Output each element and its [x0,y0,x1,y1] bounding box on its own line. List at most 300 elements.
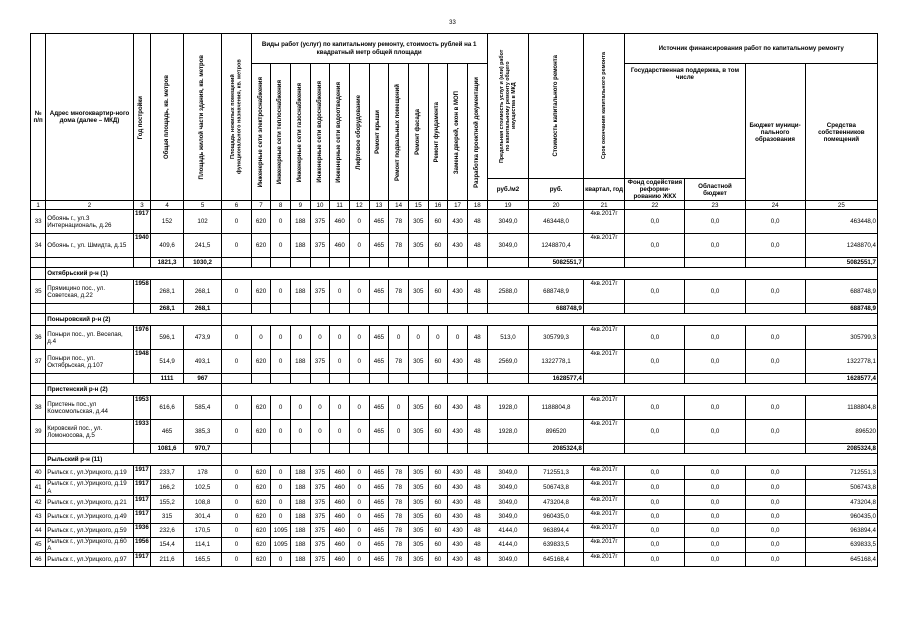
row-work-cost: 188 [290,523,310,537]
row-work-cost: 430 [448,552,468,566]
table-row [31,210,878,234]
row-living-area: 102 [183,210,221,234]
row-work-cost: 430 [448,537,468,552]
row-work-cost: 60 [428,537,448,552]
row-total-area: 154,4 [151,537,184,552]
empty-cell [745,258,805,268]
row-work-cost: 305 [408,509,428,523]
row-work-cost: 465 [369,326,389,350]
row-work-cost: 0 [349,420,369,444]
row-work-cost: 375 [310,552,330,566]
empty-cell [46,444,133,454]
row-limit-cost: 3049,0 [487,480,529,495]
row-work-cost: 430 [448,466,468,480]
row-address: Кировский пос., ул. Ломоносова, д.5 [46,420,133,444]
empty-cell [222,454,878,466]
empty-cell [290,258,310,268]
row-work-cost: 465 [369,480,389,495]
row-work-cost: 0 [271,280,291,304]
row-deadline: 4кв.2017г [583,466,625,480]
empty-cell [487,258,529,268]
row-work-cost: 0 [271,234,291,258]
empty-cell [583,374,625,384]
row-work-cost: 620 [251,396,271,420]
row-fund: 0,0 [625,396,685,420]
row-work-cost: 60 [428,420,448,444]
row-work-cost: 0 [251,326,271,350]
row-nonliving-area: 0 [222,210,252,234]
row-work-cost: 465 [369,509,389,523]
subtotal-total-area: 1821,3 [151,258,184,268]
row-number: 34 [31,234,46,258]
row-work-cost: 430 [448,396,468,420]
row-number: 37 [31,350,46,374]
empty-cell [133,444,150,454]
row-work-cost: 60 [428,509,448,523]
row-fund: 0,0 [625,480,685,495]
row-number: 43 [31,509,46,523]
column-number: 9 [290,201,310,210]
row-address: Прямицино пос., ул. Советская, д.22 [46,280,133,304]
row-repair-cost: 688748,9 [529,280,584,304]
row-municipal: 0,0 [745,234,805,258]
header-work-type: Лифтовое оборудование [355,94,362,170]
row-work-cost: 305 [408,420,428,444]
row-work-cost: 0 [349,280,369,304]
row-limit-cost: 3049,0 [487,466,529,480]
row-work-cost: 60 [428,210,448,234]
row-total-area: 232,6 [151,523,184,537]
subtotal-row [31,304,878,314]
row-deadline: 4кв.2017г [583,234,625,258]
row-work-cost: 305 [408,234,428,258]
empty-cell [487,374,529,384]
row-work-cost: 460 [330,234,350,258]
empty-cell [389,444,409,454]
row-deadline: 4кв.2017г [583,537,625,552]
column-number: 1 [31,201,46,210]
table-row [31,280,878,304]
row-owners: 1188804,8 [805,396,877,420]
row-living-area: 165,5 [183,552,221,566]
row-living-area: 114,1 [183,537,221,552]
column-number: 21 [583,201,625,210]
row-work-cost: 430 [448,509,468,523]
empty-cell [467,304,487,314]
empty-cell [408,444,428,454]
row-work-cost: 0 [290,326,310,350]
empty-cell [583,258,625,268]
table-row [31,234,878,258]
row-work-cost: 430 [448,495,468,509]
row-limit-cost: 2569,0 [487,350,529,374]
row-work-cost: 305 [408,552,428,566]
row-nonliving-area: 0 [222,234,252,258]
empty-cell [583,444,625,454]
row-work-cost: 465 [369,396,389,420]
row-address: Рыльск г., ул.Урицкого, д.49 [46,509,133,523]
row-limit-cost: 513,0 [487,326,529,350]
row-work-cost: 0 [349,509,369,523]
empty-cell [685,304,745,314]
row-repair-cost: 963894,4 [529,523,584,537]
row-total-area: 152 [151,210,184,234]
column-number: 11 [330,201,350,210]
row-work-cost: 430 [448,420,468,444]
row-work-cost: 188 [290,466,310,480]
empty-cell [625,258,685,268]
row-work-cost: 460 [330,495,350,509]
column-number: 8 [271,201,291,210]
empty-cell [408,304,428,314]
column-number: 18 [467,201,487,210]
empty-cell [271,258,291,268]
row-work-cost: 48 [467,537,487,552]
row-work-cost: 375 [310,509,330,523]
row-living-area: 473,9 [183,326,221,350]
row-work-cost: 305 [408,523,428,537]
header-num: № п/п [31,34,46,201]
row-limit-cost: 3049,0 [487,495,529,509]
empty-cell [290,374,310,384]
row-nonliving-area: 0 [222,396,252,420]
row-owners: 645168,4 [805,552,877,566]
empty-cell [31,384,46,396]
row-fund: 0,0 [625,280,685,304]
empty-cell [369,444,389,454]
row-work-cost: 0 [271,552,291,566]
row-work-cost: 460 [330,552,350,566]
empty-cell [310,304,330,314]
row-address: Рыльск г., ул.Урицкого, д.59 [46,523,133,537]
empty-cell [31,374,46,384]
row-year: 1953 [133,396,150,420]
empty-cell [389,258,409,268]
row-work-cost: 305 [408,480,428,495]
header-living-area: Площадь жилой части здания, кв. метров [199,54,206,180]
row-nonliving-area: 0 [222,552,252,566]
row-owners: 639833,5 [805,537,877,552]
table-row [31,523,878,537]
empty-cell [467,258,487,268]
row-work-cost: 60 [428,523,448,537]
row-limit-cost: 4144,0 [487,537,529,552]
row-work-cost: 188 [290,210,310,234]
row-work-cost: 0 [330,350,350,374]
row-work-cost: 0 [271,396,291,420]
empty-cell [31,314,46,326]
header-deadline: Срок окончания капитального ремонта [600,52,607,160]
row-total-area: 465 [151,420,184,444]
row-deadline: 4кв.2017г [583,396,625,420]
row-work-cost: 78 [389,537,409,552]
row-work-cost: 0 [349,234,369,258]
row-work-cost: 620 [251,509,271,523]
row-nonliving-area: 0 [222,480,252,495]
empty-cell [46,304,133,314]
row-year: 1936 [133,523,150,537]
row-work-cost: 305 [408,350,428,374]
row-municipal: 0,0 [745,537,805,552]
empty-cell [349,304,369,314]
row-number: 46 [31,552,46,566]
row-municipal: 0,0 [745,509,805,523]
header-work-type: Разработка проектной документации [473,76,480,188]
row-limit-cost: 3049,0 [487,210,529,234]
row-work-cost: 620 [251,552,271,566]
table-row [31,537,878,552]
row-year: 1917 [133,552,150,566]
empty-cell [625,444,685,454]
district-row [31,384,878,396]
row-year: 1948 [133,350,150,374]
row-repair-cost: 639833,5 [529,537,584,552]
header-work-type: Инженерные сети водоотведения [336,81,343,183]
row-limit-cost: 1928,0 [487,396,529,420]
row-work-cost: 48 [467,396,487,420]
header-work-type: Ремонт фундамента [434,102,441,163]
row-repair-cost: 1248870,4 [529,234,584,258]
empty-cell [428,304,448,314]
row-living-area: 241,5 [183,234,221,258]
empty-cell [222,268,878,280]
header-unit-quarter: квартал, год [583,179,625,201]
row-work-cost: 0 [330,280,350,304]
row-owners: 896520 [805,420,877,444]
row-nonliving-area: 0 [222,326,252,350]
row-work-cost: 188 [290,509,310,523]
row-work-cost: 78 [389,509,409,523]
district-row [31,454,878,466]
row-municipal: 0,0 [745,552,805,566]
row-work-cost: 465 [369,210,389,234]
empty-cell [133,258,150,268]
empty-cell [625,304,685,314]
header-state-support: Государственная поддержка, в том числе [625,64,745,179]
row-year: 1917 [133,495,150,509]
row-work-cost: 60 [428,234,448,258]
row-work-cost: 60 [428,396,448,420]
row-work-cost: 78 [389,234,409,258]
subtotal-repair-cost: 5082551,7 [529,258,584,268]
row-work-cost: 48 [467,523,487,537]
row-nonliving-area: 0 [222,350,252,374]
row-work-cost: 0 [408,326,428,350]
empty-cell [389,304,409,314]
table-row [31,350,878,374]
row-number: 42 [31,495,46,509]
row-address: Поныри пос., ул. Октябрьская, д.107 [46,350,133,374]
row-regional: 0,0 [685,280,745,304]
row-work-cost: 188 [290,280,310,304]
table-row [31,466,878,480]
row-year: 1976 [133,326,150,350]
row-nonliving-area: 0 [222,420,252,444]
row-work-cost: 305 [408,210,428,234]
row-work-cost: 60 [428,280,448,304]
header-work-type: Замена дверей, окон в МОП [454,90,461,174]
row-work-cost: 465 [369,350,389,374]
row-year: 1940 [133,234,150,258]
row-year: 1917 [133,509,150,523]
empty-cell [133,374,150,384]
row-work-cost: 60 [428,350,448,374]
column-number: 19 [487,201,529,210]
row-total-area: 211,6 [151,552,184,566]
column-number: 2 [46,201,133,210]
empty-cell [583,304,625,314]
row-work-cost: 78 [389,280,409,304]
row-work-cost: 0 [349,552,369,566]
row-deadline: 4кв.2017г [583,495,625,509]
row-owners: 506743,8 [805,480,877,495]
row-work-cost: 48 [467,234,487,258]
row-regional: 0,0 [685,326,745,350]
row-work-cost: 305 [408,537,428,552]
row-regional: 0,0 [685,495,745,509]
row-repair-cost: 712551,3 [529,466,584,480]
header-work-type: Ремонт фасада [414,109,421,156]
empty-cell [745,304,805,314]
row-work-cost: 188 [290,480,310,495]
row-work-cost: 78 [389,480,409,495]
row-owners: 473204,8 [805,495,877,509]
row-work-cost: 0 [330,326,350,350]
row-work-cost: 0 [330,396,350,420]
header-unit-rub-m2: руб./м2 [487,179,529,201]
row-work-cost: 0 [428,326,448,350]
column-number: 12 [349,201,369,210]
row-number: 45 [31,537,46,552]
row-work-cost: 60 [428,552,448,566]
row-deadline: 4кв.2017г [583,280,625,304]
row-municipal: 0,0 [745,480,805,495]
row-work-cost: 60 [428,466,448,480]
row-number: 44 [31,523,46,537]
empty-cell [408,374,428,384]
empty-cell [448,444,468,454]
subtotal-living-area: 970,7 [183,444,221,454]
row-work-cost: 0 [330,420,350,444]
row-address: Рыльск г., ул.Урицкого, д.60 А [46,537,133,552]
row-work-cost: 620 [251,350,271,374]
row-nonliving-area: 0 [222,466,252,480]
empty-cell [330,258,350,268]
row-nonliving-area: 0 [222,523,252,537]
row-work-cost: 60 [428,480,448,495]
subtotal-total-area: 1081,6 [151,444,184,454]
row-municipal: 0,0 [745,420,805,444]
row-work-cost: 0 [349,326,369,350]
row-address: Рыльск г., ул.Урицкого, д.19 А [46,480,133,495]
empty-cell [369,374,389,384]
subtotal-row [31,374,878,384]
row-work-cost: 0 [349,537,369,552]
row-nonliving-area: 0 [222,280,252,304]
row-deadline: 4кв.2017г [583,420,625,444]
row-owners: 963894,4 [805,523,877,537]
row-work-cost: 620 [251,480,271,495]
row-fund: 0,0 [625,420,685,444]
row-limit-cost: 3049,0 [487,234,529,258]
header-municipal: Бюджет муници-пального образования [745,64,805,201]
row-owners: 1248870,4 [805,234,877,258]
empty-cell [46,258,133,268]
page-number: 33 [449,20,456,26]
row-work-cost: 0 [349,523,369,537]
row-work-cost: 460 [330,210,350,234]
row-address: Рыльск г., ул.Урицкого, д.19 [46,466,133,480]
column-number: 7 [251,201,271,210]
empty-cell [133,304,150,314]
row-number: 38 [31,396,46,420]
district-label: Пристенский р-н (2) [46,384,222,396]
row-total-area: 166,2 [151,480,184,495]
table-row [31,326,878,350]
column-number: 14 [389,201,409,210]
subtotal-total-area: 1111 [151,374,184,384]
row-work-cost: 375 [310,280,330,304]
row-work-cost: 375 [310,523,330,537]
column-number: 13 [369,201,389,210]
row-work-cost: 375 [310,466,330,480]
row-deadline: 4кв.2017г [583,326,625,350]
row-work-cost: 465 [369,523,389,537]
empty-cell [251,304,271,314]
empty-cell [487,444,529,454]
header-funding: Источник финансирования работ по капитальному ремонту [625,34,878,64]
empty-cell [330,304,350,314]
row-municipal: 0,0 [745,396,805,420]
empty-cell [685,374,745,384]
row-fund: 0,0 [625,523,685,537]
table-row [31,420,878,444]
empty-cell [251,444,271,454]
row-work-cost: 0 [310,396,330,420]
column-number: 17 [448,201,468,210]
row-work-cost: 620 [251,210,271,234]
row-year: 1933 [133,420,150,444]
empty-cell [31,304,46,314]
row-work-cost: 620 [251,523,271,537]
header-fund: Фонд содействия реформи-рованию ЖКХ [625,179,685,201]
column-number: 4 [151,201,184,210]
row-number: 39 [31,420,46,444]
row-repair-cost: 1322778,1 [529,350,584,374]
row-repair-cost: 506743,8 [529,480,584,495]
row-work-cost: 430 [448,210,468,234]
row-year: 1917 [133,466,150,480]
header-work-type: Инженерные сети теплоснабжения [277,80,284,185]
row-address: Обоянь г., ул. Шмидта, д.15 [46,234,133,258]
row-total-area: 616,6 [151,396,184,420]
row-work-cost: 375 [310,537,330,552]
table-row [31,552,878,566]
row-work-cost: 460 [330,537,350,552]
row-work-cost: 0 [271,350,291,374]
row-work-cost: 620 [251,495,271,509]
subtotal-owners: 5082551,7 [805,258,877,268]
row-regional: 0,0 [685,480,745,495]
table-row [31,480,878,495]
row-work-cost: 0 [310,326,330,350]
row-work-cost: 48 [467,552,487,566]
row-work-cost: 0 [448,326,468,350]
row-fund: 0,0 [625,350,685,374]
empty-cell [31,444,46,454]
row-regional: 0,0 [685,350,745,374]
subtotal-repair-cost: 688748,9 [529,304,584,314]
